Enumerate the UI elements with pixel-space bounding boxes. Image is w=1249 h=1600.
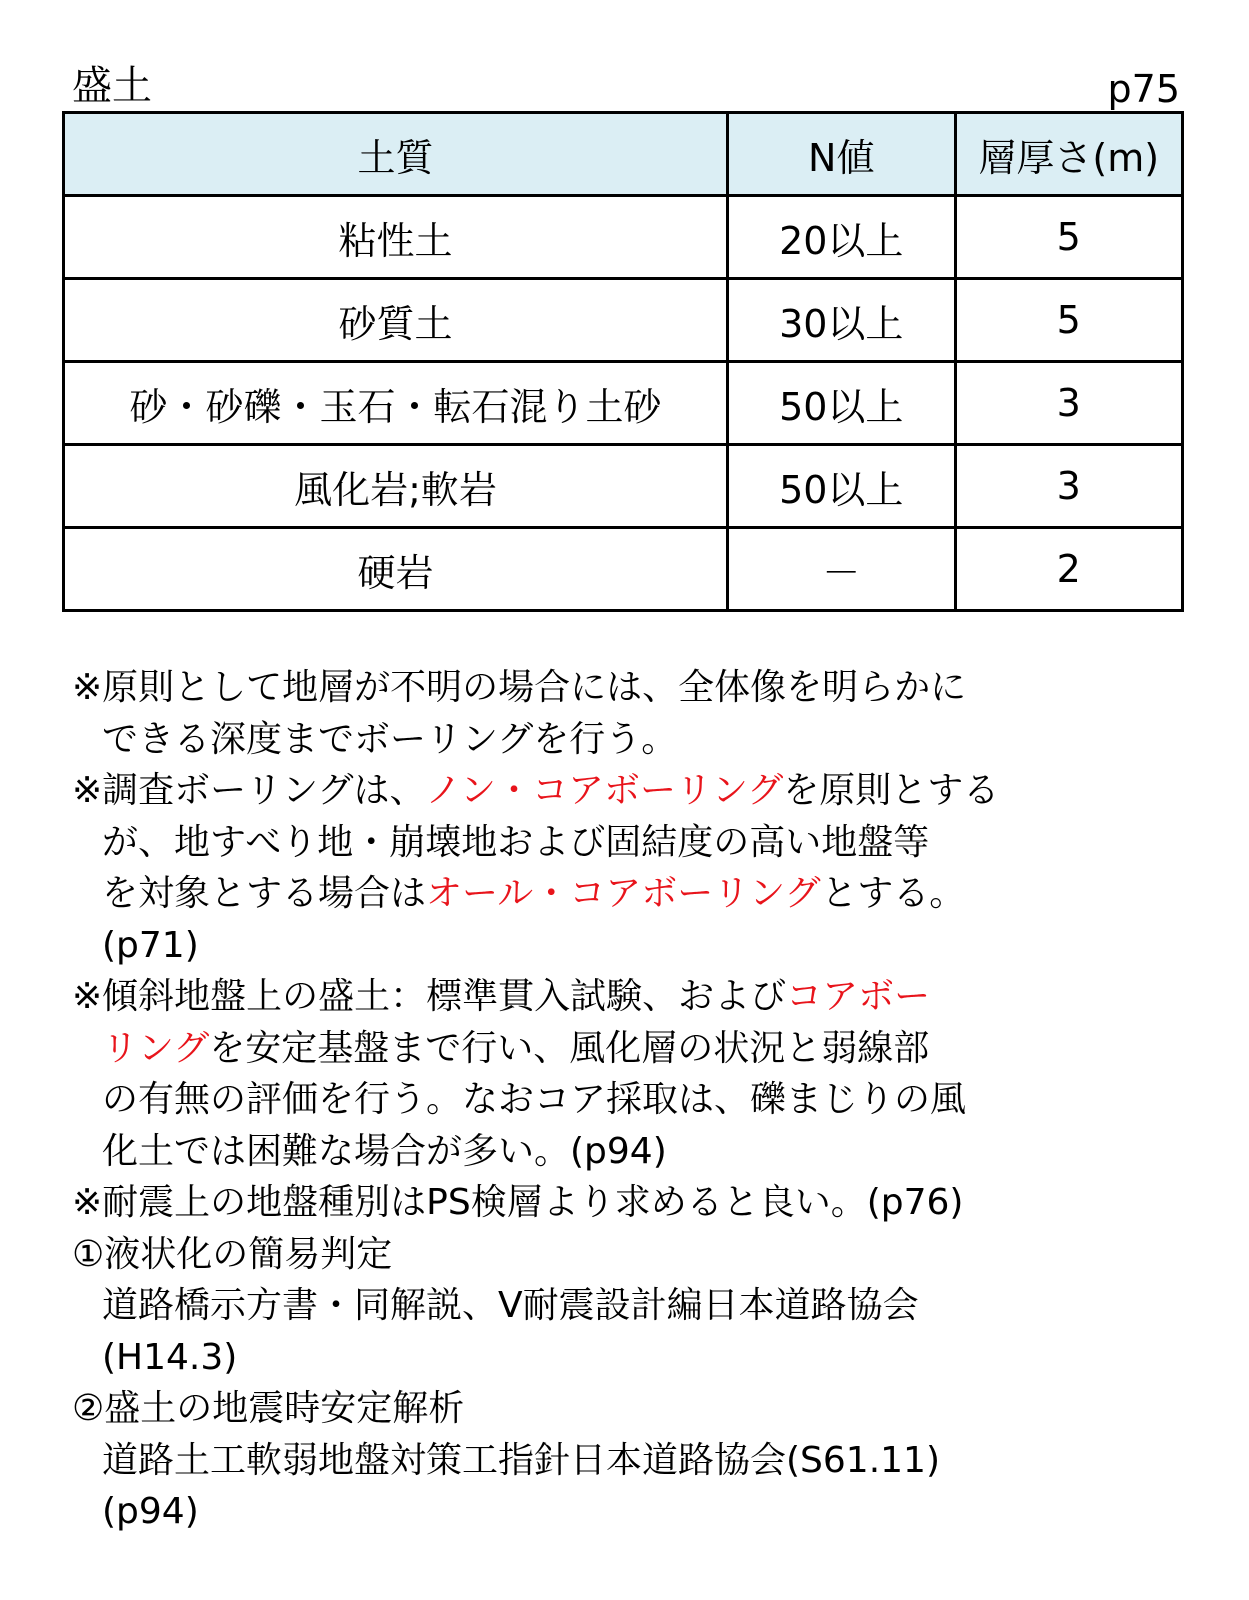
note-3-line-3: の有無の評価を行う。なおコア採取は、礫まじりの風: [102, 1079, 967, 1120]
column-header-n-value: N値: [728, 113, 955, 196]
note-5-line-3: (H14.3): [102, 1336, 238, 1378]
cell-thickness: 5: [955, 196, 1183, 279]
column-header-soil-type: 土質: [64, 113, 728, 196]
note-3-text: ※傾斜地盤上の盛土：標準貫入試験、および: [72, 976, 787, 1017]
note-2-line-4: (p71): [102, 924, 199, 966]
note-2-text: ※調査ボーリングは、: [72, 770, 426, 811]
cell-soil-type: 硬岩: [64, 528, 728, 611]
note-2-line-3: [72, 868, 1212, 920]
note-5-line-1: ①液状化の簡易判定: [72, 1233, 393, 1275]
column-header-layer-thickness: 層厚さ(m): [955, 113, 1183, 196]
note-6-line-2: 道路土工軟弱地盤対策工指針日本道路協会(S61.11): [102, 1439, 941, 1481]
table-row: [64, 362, 1183, 445]
note-2-line-2: が、地すべり地・崩壊地および固結度の高い地盤等: [102, 821, 930, 863]
note-6-line-3: (p94): [102, 1491, 199, 1532]
note-1-line-1: ※原則として地層が不明の場合には、全体像を明らかに: [72, 667, 967, 708]
page-reference: p75: [1107, 67, 1180, 111]
note-6-line-1: ②盛土の地震時安定解析: [72, 1388, 465, 1429]
cell-n-value: 20以上: [728, 196, 955, 279]
note-2-highlight: オール・コアボーリング: [426, 873, 822, 914]
note-3-highlight: コアボー: [786, 976, 931, 1017]
cell-soil-type: 粘性土: [64, 196, 728, 279]
cell-thickness: 2: [955, 528, 1183, 611]
cell-n-value: －: [728, 528, 955, 611]
page-header: [72, 62, 1180, 112]
note-3-line-2: [72, 1023, 1212, 1075]
soil-table: [62, 111, 1184, 612]
note-2-highlight: ノン・コアボーリング: [425, 770, 784, 811]
table-row: [64, 528, 1183, 611]
cell-thickness: 5: [955, 279, 1183, 362]
note-3-line-1: [72, 971, 1212, 1023]
note-3-highlight: リング: [102, 1027, 210, 1069]
cell-soil-type: 砂・砂礫・玉石・転石混り土砂: [64, 362, 728, 445]
note-3-text: を安定基盤まで行い、風化層の状況と弱線部: [209, 1027, 930, 1069]
cell-n-value: 50以上: [728, 362, 955, 445]
table-row: [64, 279, 1183, 362]
table-header-row: [64, 113, 1183, 196]
table-row: [64, 445, 1183, 528]
note-2-text: を原則とする: [783, 770, 1000, 811]
cell-thickness: 3: [955, 445, 1183, 528]
note-2-text: とする。: [821, 873, 966, 914]
note-2-line-1: [72, 765, 1212, 817]
notes-section: [72, 662, 1212, 1538]
note-1-line-2: できる深度までボーリングを行う。: [102, 718, 678, 760]
cell-soil-type: 風化岩;軟岩: [64, 445, 728, 528]
page-title: 盛土: [72, 63, 152, 109]
note-3-line-4: 化土では困難な場合が多い。(p94): [102, 1130, 667, 1172]
table-row: [64, 196, 1183, 279]
note-4: ※耐震上の地盤種別はPS検層より求めると良い。(p76): [72, 1182, 964, 1223]
cell-soil-type: 砂質土: [64, 279, 728, 362]
cell-n-value: 30以上: [728, 279, 955, 362]
cell-n-value: 50以上: [728, 445, 955, 528]
cell-thickness: 3: [955, 362, 1183, 445]
note-2-text: を対象とする場合は: [102, 873, 427, 914]
note-5-line-2: 道路橋示方書・同解説、V耐震設計編日本道路協会: [102, 1285, 919, 1326]
